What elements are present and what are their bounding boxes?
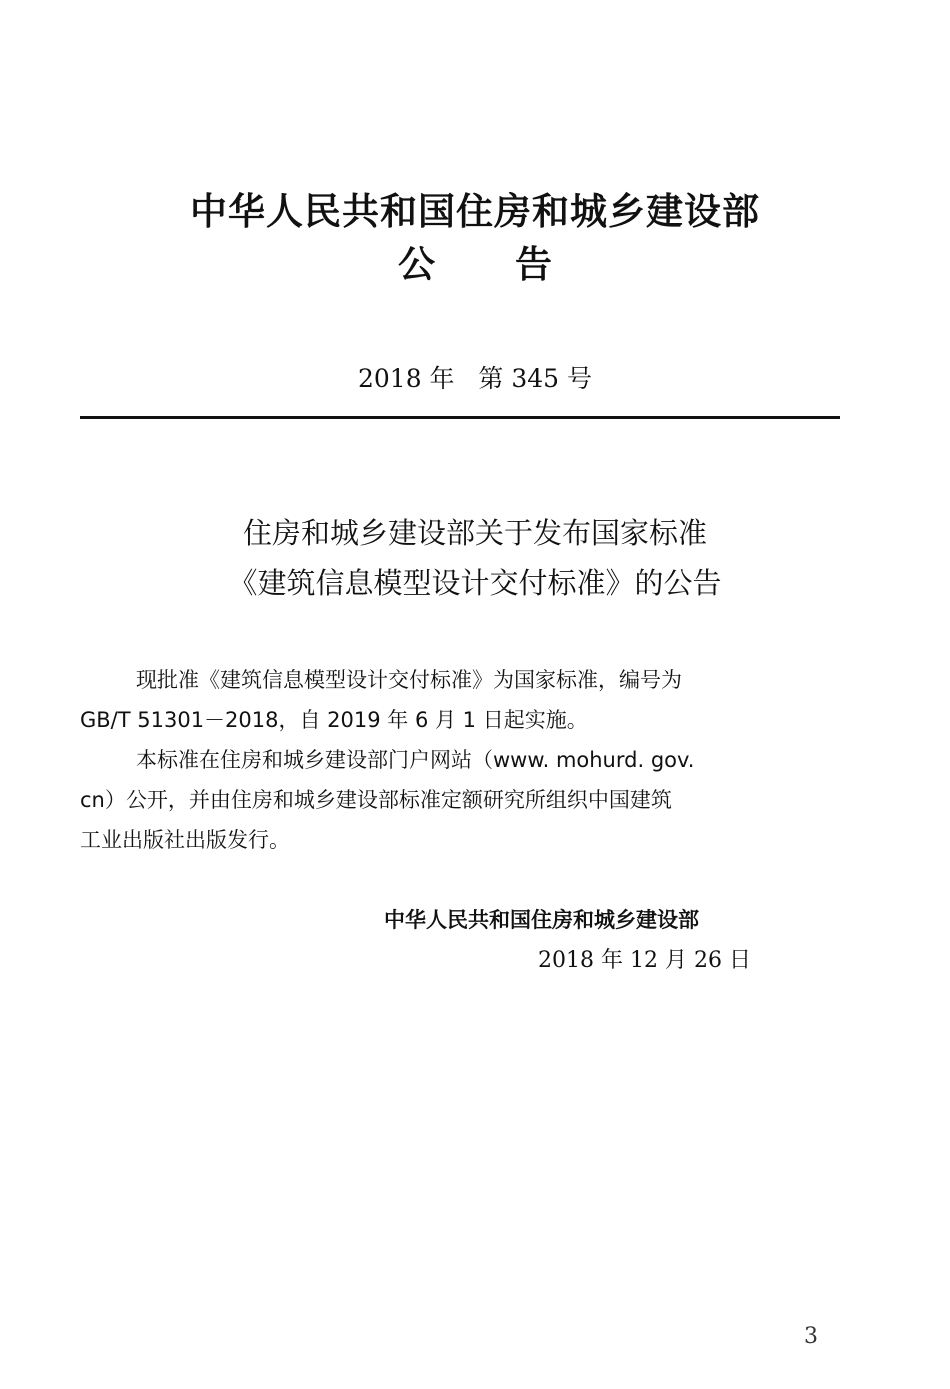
subject-line-2: 《建筑信息模型设计交付标准》的公告 (228, 566, 722, 600)
body-line-2: GB/T 51301－2018，自 2019 年 6 月 1 日起实施。 (80, 708, 588, 732)
body-line-3: 本标准在住房和城乡建设部门户网站（www. mohurd. gov. (136, 748, 695, 772)
subject-line-1: 住房和城乡建设部关于发布国家标准 (242, 516, 707, 550)
header-divider (80, 416, 840, 419)
document-number: 2018 年 第 345 号 (357, 364, 593, 393)
body-line-1: 现批准《建筑信息模型设计交付标准》为国家标准，编号为 (136, 668, 682, 692)
body-line-4: cn）公开，并由住房和城乡建设部标准定额研究所组织中国建筑 (80, 788, 672, 812)
signature-date: 2018 年 12 月 26 日 (538, 948, 751, 973)
body-line-5: 工业出版社出版发行。 (80, 828, 290, 852)
signature-organization: 中华人民共和国住房和城乡建设部 (384, 908, 699, 932)
notice-label: 公告 (398, 243, 632, 286)
page-number: 3 (804, 1324, 818, 1349)
issuer-title: 中华人民共和国住房和城乡建设部 (190, 190, 760, 233)
